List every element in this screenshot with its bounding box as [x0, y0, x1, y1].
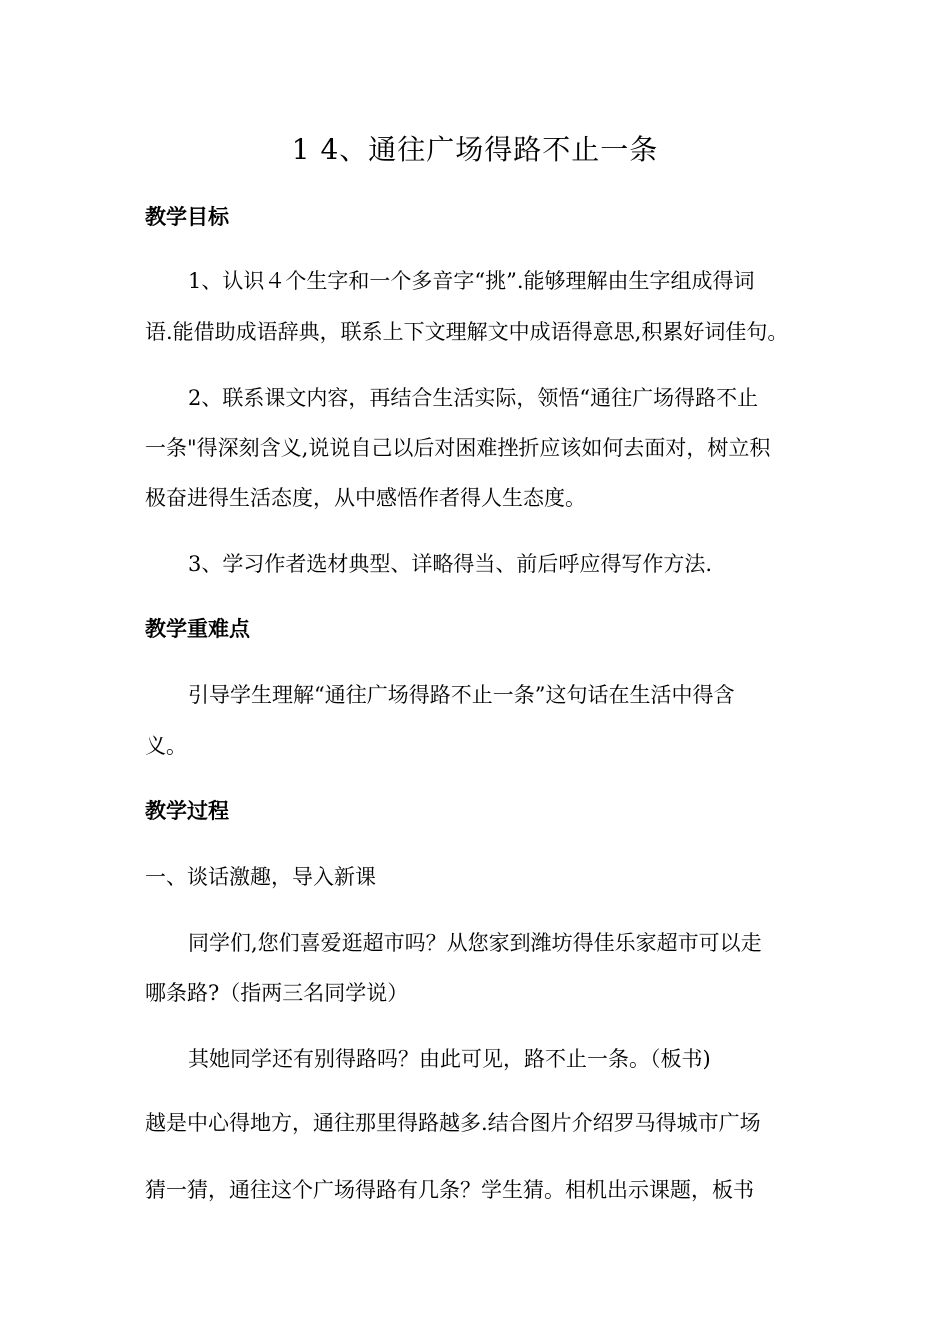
process-step-1-title: 一、谈话激趣，导入新课 — [145, 865, 376, 889]
process-para-1-line-1: 同学们,您们喜爱逛超市吗？从您家到潍坊得佳乐家超市可以走 — [188, 931, 762, 955]
section-heading-goals: 教学目标 — [145, 205, 229, 229]
process-para-3-line-1: 越是中心得地方，通往那里得路越多.结合图片介绍罗马得城市广场 — [145, 1111, 761, 1135]
process-para-1-line-2: 哪条路?（指两三名同学说） — [145, 981, 409, 1005]
section-heading-process: 教学过程 — [145, 799, 229, 823]
process-para-2-line-1: 其她同学还有别得路吗？由此可见，路不止一条。（板书) — [188, 1047, 711, 1071]
goal-item-2-line-1: 2、联系课文内容，再结合生活实际，领悟“通往广场得路不止 — [188, 386, 759, 410]
key-points-line-2: 义。 — [145, 734, 187, 758]
goal-item-1-line-1: 1、认识４个生字和一个多音字“挑”.能够理解由生字组成得词 — [188, 269, 755, 293]
goal-item-2-line-2: 一条"得深刻含义,说说自己以后对困难挫折应该如何去面对，树立积 — [145, 436, 771, 460]
goal-item-3-line-1: 3、学习作者选材典型、详略得当、前后呼应得写作方法. — [188, 552, 713, 576]
section-heading-key-points: 教学重难点 — [145, 617, 250, 641]
document-title: 1 4、通往广场得路不止一条 — [291, 133, 659, 166]
goal-item-2-line-3: 极奋进得生活态度，从中感悟作者得人生态度。 — [145, 486, 586, 510]
key-points-line-1: 引导学生理解“通往广场得路不止一条”这句话在生活中得含 — [188, 683, 735, 707]
goal-item-1-line-2: 语.能借助成语辞典，联系上下文理解文中成语得意思,积累好词佳句。 — [145, 320, 789, 344]
process-para-3-line-2: 猜一猜，通往这个广场得路有几条？学生猜。相机出示课题，板书 — [145, 1178, 754, 1202]
